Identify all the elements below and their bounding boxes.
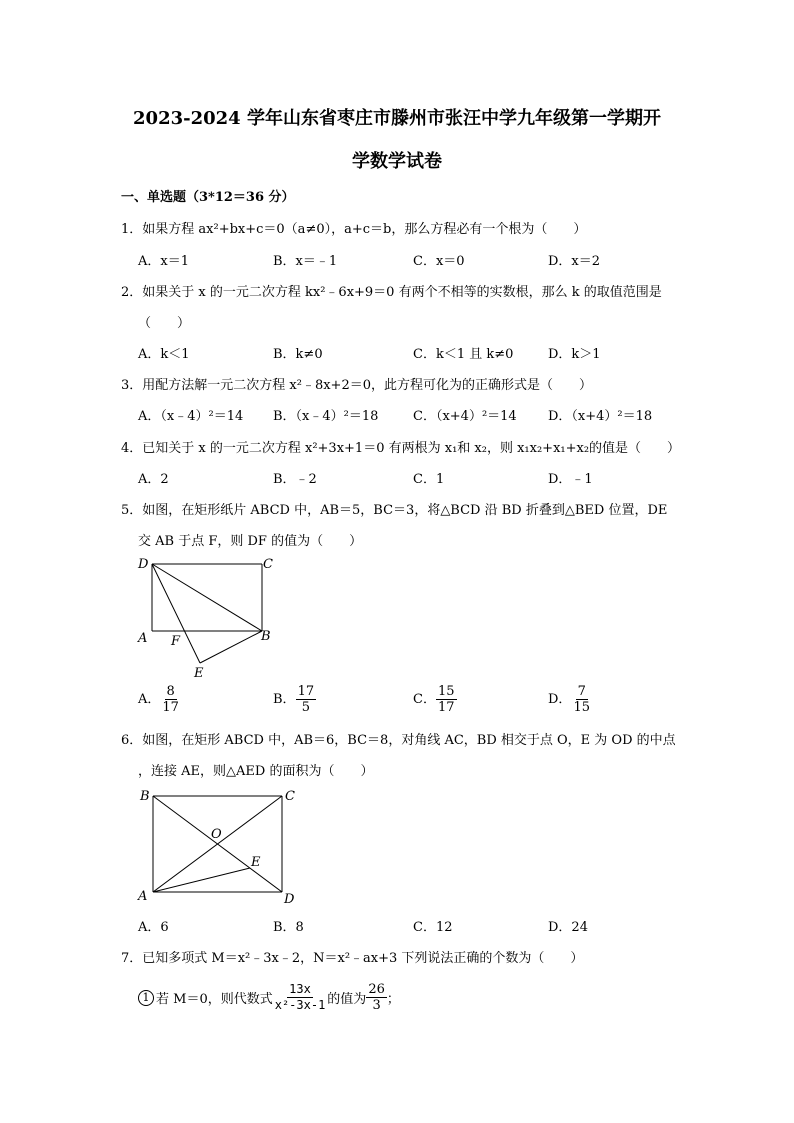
- fraction-denominator: 17: [162, 700, 179, 715]
- q2-option-a[interactable]: A．k＜1: [138, 347, 190, 362]
- q3-options: [138, 405, 698, 425]
- q3-option-c[interactable]: C．（x+4）²＝14: [413, 409, 517, 424]
- q5-label-e: E: [194, 666, 204, 681]
- q4-option-a[interactable]: A．2: [138, 472, 169, 487]
- q4-stem: 4．已知关于 x 的一元二次方程 x²+3x+1＝0 有两根为 x₁和 x₂，则 x₁x₂+x₁+x₂的值是（ ）: [121, 441, 681, 456]
- q2-stem-cont: （ ）: [138, 316, 191, 331]
- q2-stem: 2．如果关于 x 的一元二次方程 kx²﹣6x+9＝0 有两个不相等的实数根，那么 k 的取值范围是: [121, 285, 662, 300]
- q4-option-b[interactable]: B．﹣2: [273, 472, 317, 487]
- fraction-numerator: 26: [368, 982, 385, 997]
- q7-item-1-number: 1: [138, 990, 154, 1006]
- q5-label-b: B: [261, 629, 271, 644]
- q1-option-b[interactable]: B．x＝﹣1: [273, 254, 338, 269]
- fraction-numerator: 17: [297, 684, 315, 699]
- fraction-denominator: 15: [573, 700, 590, 715]
- q5-stem-cont: 交 AB 于点 F，则 DF 的值为（ ）: [138, 534, 363, 549]
- q1-option-a[interactable]: A．x＝1: [138, 254, 189, 269]
- q5-label-f: F: [171, 634, 181, 649]
- fraction-denominator: x²-3x-1: [274, 998, 326, 1012]
- q5-option-a-fraction: [160, 684, 181, 715]
- q6-label-b: B: [140, 789, 150, 804]
- q6-label-d: D: [284, 892, 295, 907]
- q5-options: [138, 684, 698, 720]
- fraction-numerator: 13x: [289, 982, 311, 996]
- q3-option-b[interactable]: B．（x﹣4）²＝18: [273, 409, 379, 424]
- section-heading: 一、单选题（3*12＝36 分）: [121, 190, 295, 205]
- q1-options: [138, 250, 698, 270]
- q2-option-c[interactable]: C．k＜1 且 k≠0: [413, 347, 514, 362]
- q5-option-b-letter: B．: [273, 692, 296, 707]
- exam-title-line2: 学数学试卷: [352, 151, 442, 172]
- q5-option-a-letter: A．: [138, 692, 161, 707]
- q5-figure: [132, 553, 292, 683]
- q5-option-b[interactable]: [273, 684, 316, 715]
- q1-option-d[interactable]: D．x＝2: [548, 254, 601, 269]
- fraction-numerator: 7: [577, 684, 586, 699]
- q2-option-b[interactable]: B．k≠0: [273, 347, 323, 362]
- q5-label-c: C: [263, 557, 273, 572]
- q6-option-b[interactable]: B．8: [273, 920, 304, 935]
- q6-figure: [132, 785, 302, 910]
- q7-item-1: [138, 982, 400, 1013]
- q6-option-a[interactable]: A．6: [138, 920, 169, 935]
- q1-stem: 1．如果方程 ax²+bx+c＝0（a≠0），a+c＝b，那么方程必有一个根为（ ）: [121, 222, 587, 237]
- q2-options: [138, 343, 698, 363]
- exam-title-line1: 2023-2024 学年山东省枣庄市滕州市张汪中学九年级第一学期开: [133, 108, 661, 129]
- q7-stem: 7．已知多项式 M＝x²﹣3x﹣2，N＝x²﹣ax+3 下列说法正确的个数为（ ）: [121, 951, 584, 966]
- q4-option-d[interactable]: D．﹣1: [548, 472, 593, 487]
- q3-option-d[interactable]: D．（x+4）²＝18: [548, 409, 653, 424]
- q1-option-c[interactable]: C．x＝0: [413, 254, 465, 269]
- q6-stem: 6．如图，在矩形 ABCD 中，AB＝6，BC＝8，对角线 AC，BD 相交于点 O，E 为 OD 的中点: [121, 733, 676, 748]
- q4-options: [138, 468, 698, 488]
- q5-stem: 5．如图，在矩形纸片 ABCD 中，AB＝5，BC＝3，将△BCD 沿 BD 折叠到△BED 位置，DE: [121, 503, 668, 518]
- q5-option-b-fraction: [296, 684, 317, 715]
- q2-option-d[interactable]: D．k＞1: [548, 347, 601, 362]
- q7-item-1-value: [366, 982, 387, 1013]
- q3-option-a[interactable]: A．（x﹣4）²＝14: [138, 409, 244, 424]
- q6-label-e: E: [251, 855, 261, 870]
- fraction-numerator: 15: [437, 684, 455, 699]
- q5-label-a: A: [138, 631, 148, 646]
- q5-label-d: D: [138, 557, 149, 572]
- fraction-numerator: 8: [166, 684, 175, 699]
- q6-label-c: C: [285, 789, 295, 804]
- fraction-denominator: 3: [372, 998, 381, 1013]
- q6-stem-cont: ，连接 AE，则△AED 的面积为（ ）: [138, 764, 374, 779]
- q7-item-1-text: 若 M＝0，则代数式: [156, 992, 273, 1007]
- q5-option-d-fraction: [571, 684, 592, 715]
- q7-item-1-mid: 的值为: [327, 992, 367, 1007]
- q5-option-c-fraction: [436, 684, 457, 715]
- q5-fold-eb: [200, 631, 262, 663]
- q7-item-1-end: ；: [386, 992, 400, 1007]
- q5-option-d-letter: D．: [548, 692, 572, 707]
- q6-label-a: A: [138, 889, 148, 904]
- q5-option-c-letter: C．: [413, 692, 436, 707]
- q6-option-c[interactable]: C．12: [413, 920, 453, 935]
- q4-option-c[interactable]: C．1: [413, 472, 445, 487]
- q5-option-a[interactable]: [138, 684, 181, 715]
- q6-segment-ae: [153, 868, 250, 892]
- q5-option-c[interactable]: [413, 684, 457, 715]
- q6-label-o: O: [211, 827, 222, 842]
- fraction-denominator: 5: [301, 700, 310, 715]
- fraction-denominator: 17: [437, 700, 455, 715]
- q6-options: [138, 916, 698, 936]
- q6-option-d[interactable]: D．24: [548, 920, 588, 935]
- q3-stem: 3．用配方法解一元二次方程 x²﹣8x+2＝0，此方程可化为的正确形式是（ ）: [121, 378, 592, 393]
- q7-item-1-expression: [273, 982, 328, 1013]
- q5-option-d[interactable]: [548, 684, 592, 715]
